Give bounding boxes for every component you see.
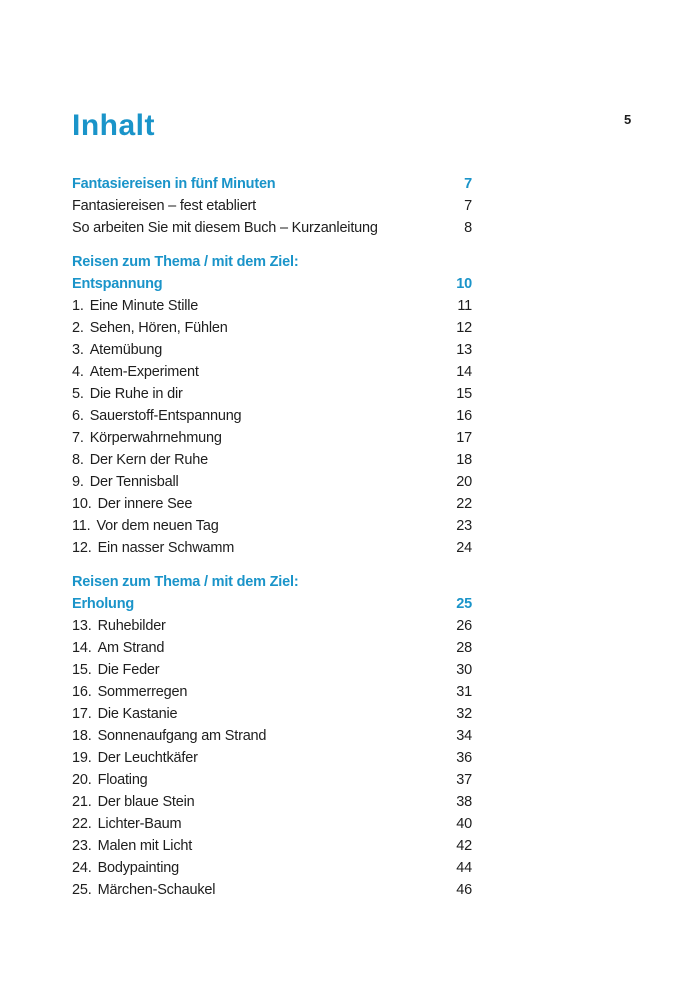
toc-entry-label <box>72 681 187 703</box>
toc-entry-label <box>72 515 219 537</box>
toc-entry[interactable] <box>72 659 472 681</box>
toc-entry[interactable] <box>72 339 472 361</box>
toc-heading-page: 25 <box>456 596 472 612</box>
toc-entry-number: 2. <box>72 320 84 336</box>
toc-heading-label: Erholung <box>72 596 135 612</box>
toc-entry-number: 19. <box>72 750 92 766</box>
toc-subheading-label: Reisen zum Thema / mit dem Ziel: <box>72 254 299 270</box>
toc-entry-title: Märchen-Schaukel <box>97 882 216 898</box>
toc-entry[interactable] <box>72 515 472 537</box>
toc-entry-label <box>72 813 181 835</box>
toc-entry-number: 24. <box>72 860 92 876</box>
table-of-contents <box>72 173 472 901</box>
toc-entry-number: 6. <box>72 408 84 424</box>
toc-entry-title: Floating <box>97 772 148 788</box>
toc-entry-number: 7. <box>72 430 84 446</box>
toc-entry-title: Atem-Experiment <box>89 364 199 380</box>
toc-entry-label <box>72 703 177 725</box>
toc-entry-label <box>72 427 222 449</box>
toc-entry-number: 20. <box>72 772 92 788</box>
toc-entry-number: 25. <box>72 882 92 898</box>
page-title: Inhalt <box>72 109 155 142</box>
toc-entry-label <box>72 537 234 559</box>
toc-entry-label <box>72 835 192 857</box>
toc-entry[interactable] <box>72 703 472 725</box>
toc-entry-page: 37 <box>456 772 472 788</box>
toc-entry-label <box>72 659 159 681</box>
toc-entry[interactable] <box>72 747 472 769</box>
toc-entry[interactable] <box>72 813 472 835</box>
toc-section-subheading <box>72 251 472 273</box>
toc-entry-page: 18 <box>456 452 472 468</box>
toc-entry[interactable] <box>72 769 472 791</box>
toc-entry-page: 11 <box>457 298 472 314</box>
toc-entry[interactable] <box>72 493 472 515</box>
toc-entry-label <box>72 747 198 769</box>
toc-entry-title: Atemübung <box>89 342 163 358</box>
toc-entry[interactable] <box>72 791 472 813</box>
toc-entry-number: 1. <box>72 298 84 314</box>
toc-entry-number: 12. <box>72 540 92 556</box>
toc-entry[interactable] <box>72 383 472 405</box>
toc-entry-number: 22. <box>72 816 92 832</box>
toc-entry-title: Die Feder <box>97 662 160 678</box>
toc-entry-number: 5. <box>72 386 84 402</box>
toc-entry-label <box>72 879 215 901</box>
toc-entry-number: 23. <box>72 838 92 854</box>
toc-entry-title: Vor dem neuen Tag <box>96 518 219 534</box>
toc-entry-page: 24 <box>456 540 472 556</box>
toc-section-heading[interactable] <box>72 593 472 615</box>
toc-entry-page: 8 <box>464 220 472 236</box>
toc-entry-title: Bodypainting <box>97 860 180 876</box>
toc-entry-title: Sauerstoff-Entspannung <box>89 408 242 424</box>
toc-entry-title: Am Strand <box>97 640 165 656</box>
toc-entry[interactable] <box>72 449 472 471</box>
toc-entry-label <box>72 449 208 471</box>
toc-entry-page: 13 <box>456 342 472 358</box>
toc-entry-label: Fantasiereisen – fest etabliert <box>72 198 257 214</box>
toc-entry-label <box>72 295 198 317</box>
toc-entry[interactable] <box>72 405 472 427</box>
toc-entry-page: 15 <box>456 386 472 402</box>
toc-entry[interactable] <box>72 427 472 449</box>
toc-entry-number: 4. <box>72 364 84 380</box>
toc-entry-page: 14 <box>456 364 472 380</box>
toc-entry-title: Körperwahrnehmung <box>89 430 222 446</box>
toc-entry-page: 44 <box>456 860 472 876</box>
toc-entry-title: Die Kastanie <box>97 706 178 722</box>
toc-subheading-label: Reisen zum Thema / mit dem Ziel: <box>72 574 299 590</box>
toc-entry-number: 15. <box>72 662 92 678</box>
toc-entry-number: 11. <box>72 518 91 534</box>
toc-entry-page: 16 <box>456 408 472 424</box>
toc-entry-page: 26 <box>456 618 472 634</box>
toc-entry-page: 40 <box>456 816 472 832</box>
toc-entry-number: 3. <box>72 342 84 358</box>
toc-entry[interactable] <box>72 217 472 239</box>
toc-entry[interactable] <box>72 537 472 559</box>
toc-entry-page: 42 <box>456 838 472 854</box>
toc-entry-number: 9. <box>72 474 84 490</box>
toc-section-items <box>72 295 472 559</box>
toc-entry-page: 22 <box>456 496 472 512</box>
toc-entry-page: 20 <box>456 474 472 490</box>
toc-entry-title: Der Tennisball <box>89 474 179 490</box>
toc-entry[interactable] <box>72 857 472 879</box>
toc-section-heading[interactable] <box>72 273 472 295</box>
toc-entry-page: 7 <box>464 198 472 214</box>
toc-entry-title: Lichter-Baum <box>97 816 182 832</box>
toc-section-subheading <box>72 571 472 593</box>
toc-entry-page: 46 <box>456 882 472 898</box>
toc-entry-page: 34 <box>456 728 472 744</box>
toc-entry-label <box>72 471 179 493</box>
toc-entry-label <box>72 615 166 637</box>
toc-entry[interactable] <box>72 681 472 703</box>
toc-entry-number: 18. <box>72 728 92 744</box>
toc-entry-number: 8. <box>72 452 84 468</box>
toc-entry-page: 31 <box>456 684 472 700</box>
toc-entry-title: Sehen, Hören, Fühlen <box>89 320 228 336</box>
toc-entry-number: 21. <box>72 794 92 810</box>
toc-entry-label <box>72 405 241 427</box>
toc-entry-page: 36 <box>456 750 472 766</box>
toc-entry-label <box>72 317 228 339</box>
toc-entry-label <box>72 339 162 361</box>
toc-entry[interactable] <box>72 195 472 217</box>
toc-section-heading[interactable] <box>72 173 472 195</box>
toc-entry-label <box>72 857 179 879</box>
toc-entry-label <box>72 769 148 791</box>
page-number: 5 <box>624 112 632 127</box>
toc-heading-label: Fantasiereisen in fünf Minuten <box>72 176 276 192</box>
toc-entry-title: Der Kern der Ruhe <box>89 452 209 468</box>
toc-entry[interactable] <box>72 615 472 637</box>
toc-entry[interactable] <box>72 637 472 659</box>
toc-entry-title: Malen mit Licht <box>97 838 193 854</box>
toc-entry-title: Ein nasser Schwamm <box>97 540 235 556</box>
toc-entry[interactable] <box>72 725 472 747</box>
toc-entry-label <box>72 383 183 405</box>
toc-entry-number: 13. <box>72 618 92 634</box>
toc-entry-label <box>72 361 199 383</box>
toc-entry-title: Eine Minute Stille <box>89 298 199 314</box>
toc-entry-number: 14. <box>72 640 92 656</box>
toc-entry-number: 16. <box>72 684 92 700</box>
toc-entry-page: 12 <box>456 320 472 336</box>
toc-heading-label: Entspannung <box>72 276 163 292</box>
toc-entry-title: Sonnenaufgang am Strand <box>97 728 267 744</box>
toc-entry-title: Der innere See <box>97 496 193 512</box>
toc-entry-number: 10. <box>72 496 92 512</box>
toc-entry-label <box>72 791 195 813</box>
toc-entry[interactable] <box>72 471 472 493</box>
toc-heading-page: 10 <box>456 276 472 292</box>
toc-entry-page: 30 <box>456 662 472 678</box>
toc-entry-label: So arbeiten Sie mit diesem Buch – Kurzanleitung <box>72 220 378 236</box>
toc-entry-page: 38 <box>456 794 472 810</box>
toc-entry-page: 17 <box>456 430 472 446</box>
toc-entry[interactable] <box>72 317 472 339</box>
toc-entry-page: 32 <box>456 706 472 722</box>
toc-entry[interactable] <box>72 295 472 317</box>
toc-entry-title: Der Leuchtkäfer <box>97 750 198 766</box>
toc-entry[interactable] <box>72 361 472 383</box>
toc-entry-page: 28 <box>456 640 472 656</box>
toc-entry-label <box>72 725 266 747</box>
toc-entry-label <box>72 493 192 515</box>
toc-entry[interactable] <box>72 835 472 857</box>
toc-heading-page: 7 <box>464 176 472 192</box>
toc-entry-title: Sommerregen <box>97 684 188 700</box>
toc-entry-label <box>72 637 164 659</box>
toc-entry-title: Ruhebilder <box>97 618 166 634</box>
toc-entry-page: 23 <box>456 518 472 534</box>
toc-entry-title: Die Ruhe in dir <box>89 386 183 402</box>
toc-entry-number: 17. <box>72 706 92 722</box>
toc-entry[interactable] <box>72 879 472 901</box>
toc-entry-title: Der blaue Stein <box>97 794 195 810</box>
toc-section-items <box>72 615 472 901</box>
